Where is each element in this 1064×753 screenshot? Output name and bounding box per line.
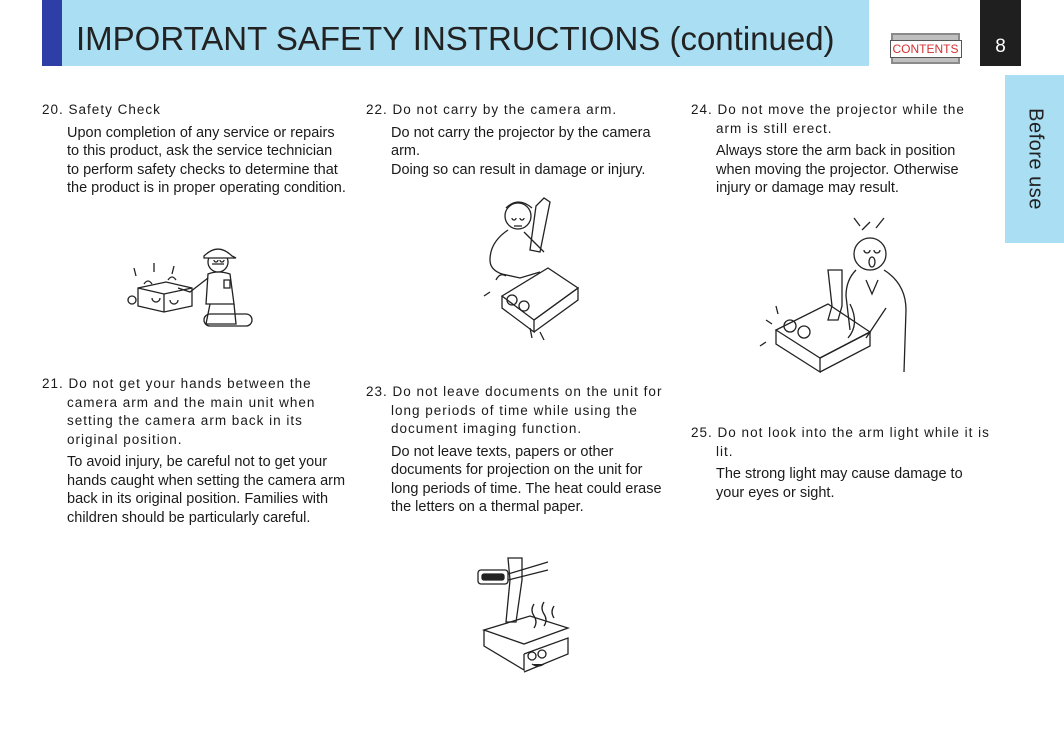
item-heading: 23. Do not leave documents on the unit for long periods of time while using the document imaging function. <box>366 384 663 436</box>
moving-projector-illustration <box>758 214 908 379</box>
item-22 <box>366 101 671 179</box>
page-number-box <box>980 0 1021 66</box>
item-heading: 22. Do not carry by the camera arm. <box>366 102 618 117</box>
item-heading: 25. Do not look into the arm light while it is lit. <box>691 425 990 459</box>
item-23 <box>366 383 671 517</box>
item-25 <box>691 424 991 502</box>
page-title: IMPORTANT SAFETY INSTRUCTIONS (continued) <box>76 20 835 57</box>
page-number: 8 <box>995 36 1006 57</box>
item-body: The strong light may cause damage to your eyes or sight. <box>716 466 963 501</box>
item-body: Always store the arm back in position when moving the projector. Otherwise injury or damage may result. <box>716 143 959 196</box>
contents-button[interactable] <box>891 33 960 64</box>
section-tab[interactable] <box>1005 75 1064 243</box>
section-tab-label: Before use <box>1024 108 1046 210</box>
heat-documents-illustration <box>474 556 578 681</box>
contents-button-label: CONTENTS <box>890 40 962 58</box>
item-20 <box>42 101 347 198</box>
technician-illustration <box>124 240 254 337</box>
item-24 <box>691 101 991 198</box>
item-body: Do not leave texts, papers or other documents for projection on the unit for long periods of time. The heat could erase the letters on a thermal paper. <box>391 443 662 515</box>
item-heading: 20. Safety Check <box>42 102 161 117</box>
item-21 <box>42 375 347 527</box>
carrying-by-arm-illustration <box>484 196 584 347</box>
item-heading: 24. Do not move the projector while the arm is still erect. <box>691 102 965 136</box>
item-body: To avoid injury, be careful not to get your hands caught when setting the camera arm back in its original position. Families with children should be particularly careful. <box>67 454 346 526</box>
item-body: Upon completion of any service or repairs to this product, ask the service technician to perform safety checks to determine that the product is in proper operating condition. <box>67 124 346 196</box>
item-body: Do not carry the projector by the camera arm. Doing so can result in damage or injury. <box>391 124 651 178</box>
header-accent-bar <box>42 0 62 66</box>
item-heading: 21. Do not get your hands between the camera arm and the main unit when setting the camera arm back in its original position. <box>42 376 316 447</box>
